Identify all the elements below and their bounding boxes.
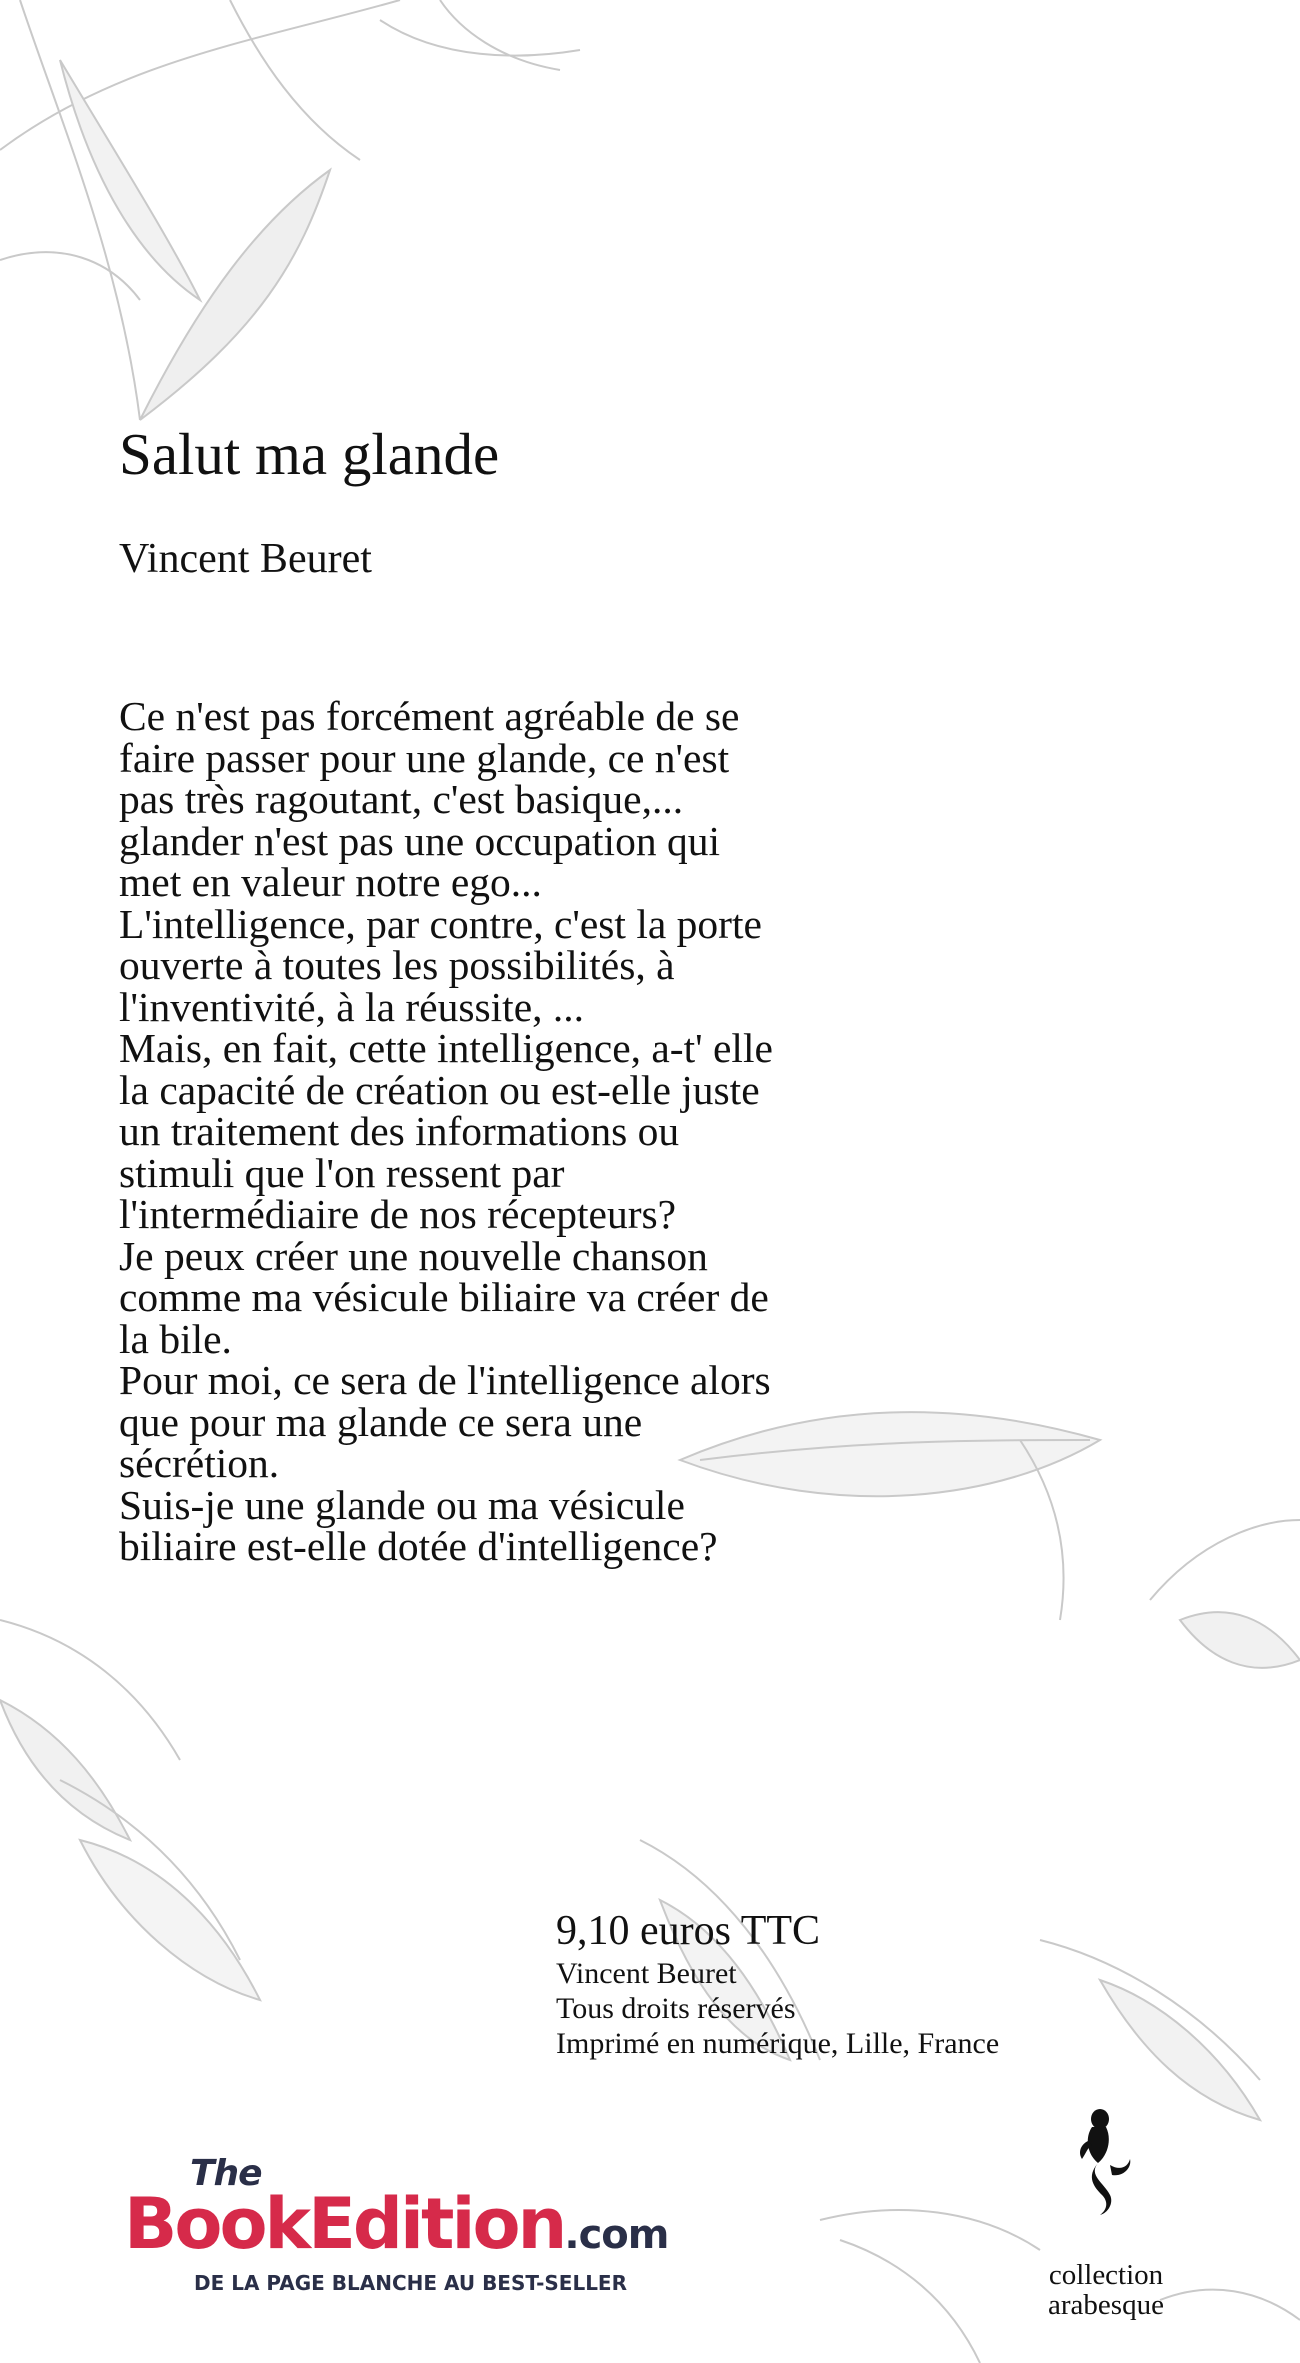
blurb-line: biliaire est-elle dotée d'intelligence? xyxy=(119,1523,718,1569)
logo-wordmark xyxy=(124,2183,668,2265)
blurb-line: L'intelligence, par contre, c'est la porte xyxy=(119,900,762,947)
book-author: Vincent Beuret xyxy=(119,536,372,582)
blurb-line: Mais, en fait, cette intelligence, a-t' elle xyxy=(119,1025,773,1071)
price: 9,10 euros TTC xyxy=(556,1908,821,1954)
imprint-author: Vincent Beuret xyxy=(556,1957,737,1990)
blurb-line: l'inventivité, à la réussite, ... xyxy=(119,983,585,1030)
publisher-logo xyxy=(124,2153,724,2293)
blurb-line: Je peux créer une nouvelle chanson xyxy=(119,1232,708,1279)
blurb-line: Pour moi, ce sera de l'intelligence alors xyxy=(119,1357,771,1403)
blurb-line: ouverte à toutes les possibilités, à xyxy=(119,942,675,988)
print-location: Imprimé en numérique, Lille, France xyxy=(556,2027,1000,2060)
blurb-line: stimuli que l'on ressent par xyxy=(119,1149,565,1196)
book-blurb xyxy=(119,693,999,1569)
monkey-silhouette-icon xyxy=(1058,2105,1148,2225)
blurb-line: la bile. xyxy=(119,1315,232,1362)
blurb-line: glander n'est pas une occupation qui xyxy=(119,817,720,864)
logo-tagline: DE LA PAGE BLANCHE AU BEST-SELLER xyxy=(194,2271,627,2295)
rights-notice: Tous droits réservés xyxy=(556,1992,796,2025)
logo-tld: .com xyxy=(564,2212,669,2258)
blurb-line: met en valeur notre ego... xyxy=(119,859,542,905)
blurb-line: l'intermédiaire de nos récepteurs? xyxy=(119,1191,677,1237)
blurb-line: faire passer pour une glande, ce n'est xyxy=(119,734,730,781)
logo-name: BookEdition xyxy=(124,2183,565,2265)
blurb-line: que pour ma glande ce sera une xyxy=(119,1398,643,1445)
blurb-line: un traitement des informations ou xyxy=(119,1108,680,1154)
collection-line1: collection xyxy=(1048,2259,1164,2291)
logo-the: The xyxy=(190,2153,262,2194)
blurb-line: Suis-je une glande ou ma vésicule xyxy=(119,1481,685,1528)
collection-label xyxy=(1036,2260,1176,2320)
blurb-line: comme ma vésicule biliaire va créer de xyxy=(119,1274,769,1320)
collection-line2: arabesque xyxy=(1048,2289,1164,2321)
blurb-line: sécrétion. xyxy=(119,1440,280,1486)
blurb-line: la capacité de création ou est-elle juste xyxy=(119,1066,760,1113)
blurb-line: Ce n'est pas forcément agréable de se xyxy=(119,693,740,739)
blurb-line: pas très ragoutant, c'est basique,... xyxy=(119,776,684,822)
book-title: Salut ma glande xyxy=(119,421,500,487)
